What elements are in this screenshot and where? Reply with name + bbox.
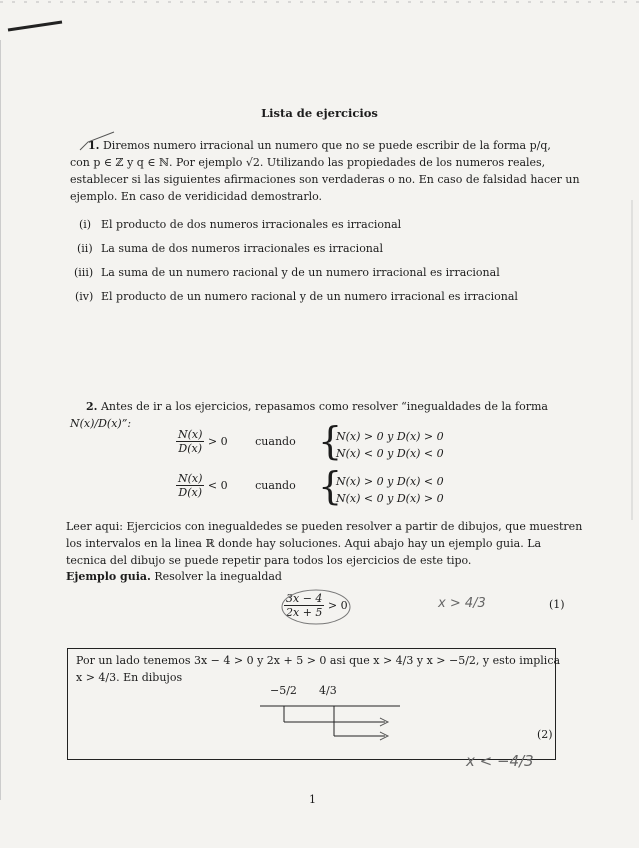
exercise-1-line: 1. Diremos numero irracional un numero que no se puede escribir de la forma p/q, bbox=[88, 139, 551, 152]
left-brace: { bbox=[318, 464, 343, 508]
leer-aqui-paragraph: Leer aqui: Ejercicios con inegualdedes se pueden resolver a partir de dibujos, que muestren los intervalos en la linea ℝ donde hay soluciones. Aqui abajo hay un ejemplo guia. La tecnica del dibujo se puede repetir para todos los ejercicios de este tipo. bbox=[66, 520, 583, 567]
example-inequality: $\frac{3x - 4}{2x + 5}$ > 0 bbox=[286, 592, 348, 619]
exercise-1-item: (iv) El producto de un numero racional y de un numero irracional es irracional bbox=[75, 290, 518, 303]
exercise-1-line: ejemplo. En caso de veridicidad demostrarlo. bbox=[70, 190, 323, 203]
exercise-1-item: (i) El producto de dos numeros irracionales es irracional bbox=[79, 218, 402, 231]
page-title: Lista de ejercicios bbox=[261, 106, 378, 120]
exercise-1-line: con p ∈ ℤ y q ∈ ℕ. Por ejemplo √2. Utilizando las propiedades de los numeros reales, bbox=[70, 156, 546, 169]
exercise-1-line: establecer si las siguientes afirmaciones son verdaderas o no. En caso de falsidad hacer un bbox=[70, 173, 580, 186]
exercise-1-item: (iii) La suma de un numero racional y de un numero irracional es irracional bbox=[74, 266, 500, 279]
exercise-2-intro: 2. Antes de ir a los ejercicios, repasamos como resolver “inegualdades de la forma N(x)/D(x)”: bbox=[70, 400, 548, 430]
solution-text: Por un lado tenemos 3x − 4 > 0 y 2x + 5 > 0 asi que x > 4/3 y x > −5/2, y esto implica x > 4/3. En dibujos bbox=[76, 654, 561, 684]
tick-label-a: −5/2 bbox=[270, 684, 297, 697]
fraction-n-over-d: $\frac{N(x)}{D(x)}$ bbox=[178, 428, 203, 455]
case-1-rows: N(x) > 0 y D(x) > 0 N(x) < 0 y D(x) < 0 bbox=[336, 430, 444, 460]
pen-mark bbox=[8, 22, 62, 30]
exercise-1-number: 1. bbox=[88, 139, 100, 152]
handwritten-note: x > 4/3 bbox=[438, 596, 486, 611]
tick-label-b: 4/3 bbox=[319, 684, 337, 697]
page-number: 1 bbox=[309, 793, 316, 806]
exercise-2-number: 2. bbox=[86, 400, 98, 413]
equation-label-2: (2) bbox=[537, 728, 553, 741]
case-2-rows: N(x) > 0 y D(x) < 0 N(x) < 0 y D(x) > 0 bbox=[336, 475, 444, 505]
handwritten-circle bbox=[280, 588, 352, 626]
fraction-n-over-d: $\frac{N(x)}{D(x)}$ bbox=[178, 472, 203, 499]
handwritten-note: x < −4/3 bbox=[466, 752, 534, 770]
ejemplo-heading: Ejemplo guia. Resolver la inegualdad bbox=[66, 570, 282, 583]
equation-label-1: (1) bbox=[549, 598, 565, 611]
left-brace: { bbox=[318, 419, 343, 463]
number-line-drawing bbox=[250, 696, 410, 746]
exercise-1-item: (ii) La suma de dos numeros irracionales es irracional bbox=[77, 242, 383, 255]
case-1-condition: $\frac{N(x)}{D(x)}$ > 0 cuando bbox=[178, 428, 296, 455]
case-2-condition: $\frac{N(x)}{D(x)}$ < 0 cuando bbox=[178, 472, 296, 499]
exercise-1-paragraph bbox=[70, 137, 580, 205]
